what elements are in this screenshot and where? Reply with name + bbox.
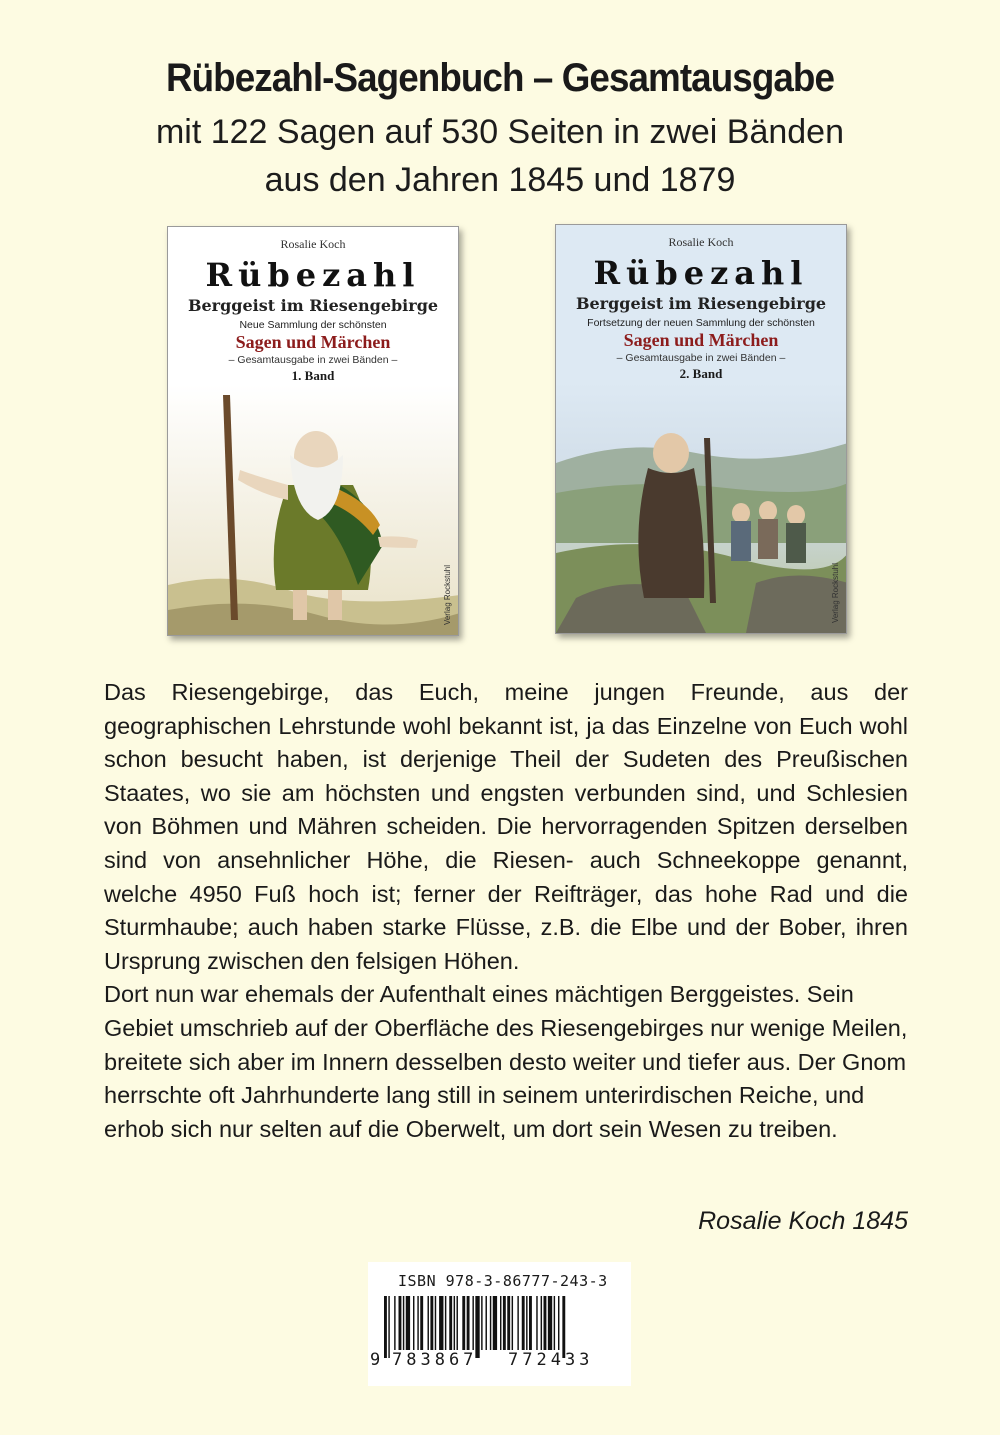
cover-publisher: Verlag Rockstuhl bbox=[443, 564, 452, 625]
barcode-digit-first: 9 bbox=[370, 1350, 381, 1370]
isbn-text: ISBN 978-3-86777-243-3 bbox=[398, 1272, 608, 1290]
barcode-bars bbox=[378, 1296, 621, 1358]
cover-subtitle: Berggeist im Riesengebirge bbox=[575, 294, 827, 313]
cover-tagline: Fortsetzung der neuen Sammlung der schönsten bbox=[587, 317, 815, 329]
cover-illustration-monk-and-travellers bbox=[556, 383, 847, 633]
cover-author: Rosalie Koch bbox=[668, 235, 734, 249]
cover-red-heading: Sagen und Märchen bbox=[623, 330, 779, 350]
cover-volume-1 bbox=[167, 226, 459, 636]
cover-subtitle: Berggeist im Riesengebirge bbox=[187, 296, 439, 315]
cover-volume-2 bbox=[555, 224, 847, 634]
isbn-barcode bbox=[368, 1262, 631, 1386]
cover-title: Rübezahl bbox=[593, 254, 809, 292]
header bbox=[0, 48, 1000, 204]
cover-red-heading: Sagen und Märchen bbox=[235, 332, 391, 352]
barcode-digits-left: 783867 bbox=[392, 1350, 478, 1370]
cover-band: 1. Band bbox=[291, 368, 335, 383]
barcode-digits-right: 772433 bbox=[508, 1350, 594, 1370]
page-title: Rübezahl-Sagenbuch – Gesamtausgabe bbox=[165, 56, 835, 100]
cover-author: Rosalie Koch bbox=[280, 237, 346, 251]
subtitle-line-1: mit 122 Sagen auf 530 Seiten in zwei Bänden bbox=[155, 113, 845, 151]
subtitle-line-2: aus den Jahren 1845 und 1879 bbox=[264, 161, 736, 199]
cover-edition: – Gesamtausgabe in zwei Bänden – bbox=[616, 352, 786, 364]
body-text bbox=[104, 676, 908, 1146]
cover-band: 2. Band bbox=[679, 366, 723, 381]
cover-title: Rübezahl bbox=[205, 256, 421, 294]
cover-publisher: Verlag Rockstuhl bbox=[831, 562, 840, 623]
signature: Rosalie Koch 1845 bbox=[698, 1207, 908, 1235]
cover-illustration-bearded-man bbox=[168, 385, 459, 635]
body-paragraph-1: Das Riesengebirge, das Euch, meine jungen Freunde, aus der geographischen Lehrstunde wohl bekannt ist, ja das Einzelne von Euch wohl schon besucht haben, ist derjenige Theil der Sudeten des Preußischen Staates, wo sie am höchsten und engsten verbunden sind, und Schlesien von Böhmen und Mähren scheiden. Die hervorragenden Spitzen derselben sind von ansehnlicher Höhe, die Riesen- auch Schneekoppe genannt, welche 4950 Fuß hoch ist; ferner der Reifträger, das hohe Rad und die Sturmhaube; auch haben starke Flüsse, z.B. die Elbe und der Bober, ihren Ursprung zwischen den felsigen Höhen. bbox=[104, 679, 908, 974]
cover-edition: – Gesamtausgabe in zwei Bänden – bbox=[228, 354, 398, 366]
body-paragraph-2: Dort nun war ehemals der Aufenthalt eines mächtigen Berggeistes. Sein Gebiet umschrieb auf der Oberfläche des Riesengebirges nur wenige Meilen, breitete sich aber im Innern desselben desto weiter und tiefer aus. Der Gnom herrschte oft Jahrhunderte lang still in seinem unterirdischen Reiche, und erhob sich nur selten auf die Oberwelt, um dort sein Wesen zu treiben. bbox=[104, 981, 908, 1142]
book-covers bbox=[0, 224, 1000, 644]
cover-tagline: Neue Sammlung der schönsten bbox=[239, 319, 387, 331]
